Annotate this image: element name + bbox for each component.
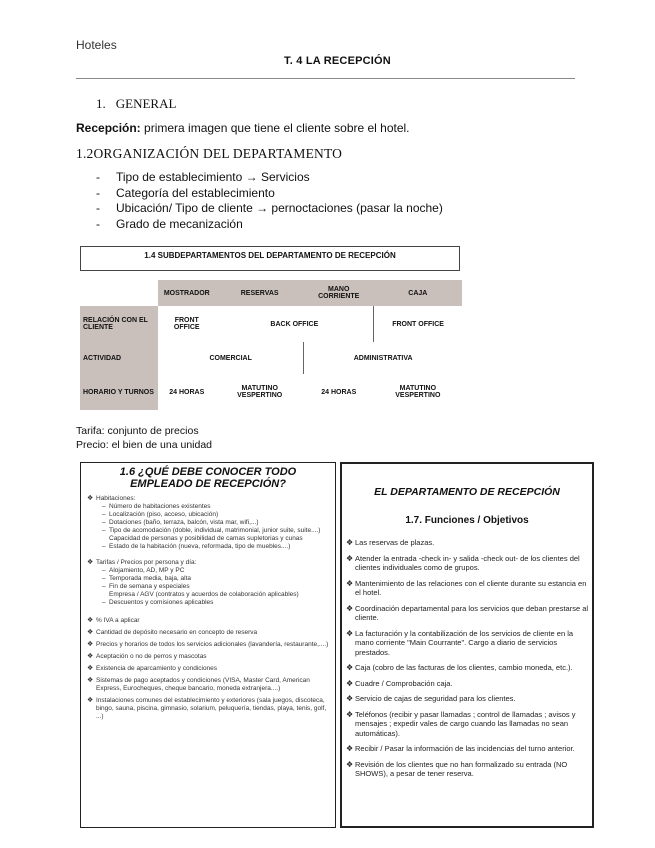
table-row [80, 342, 462, 374]
diamond-bullet-icon: ❖ [87, 617, 94, 624]
list-item: - Categoría del establecimiento [96, 185, 275, 200]
section-organization-heading: 1.2ORGANIZACIÓN DEL DEPARTAMENTO [76, 146, 343, 161]
table-cell: BACK OFFICE [216, 306, 374, 342]
list-item: ❖ La facturación y la contabilización de los servicios de cliente en la mano corriente "Main Courrante". Cargo a diario de servicios prestados. [346, 628, 574, 657]
table-cell: MATUTINO VESPERTINO [237, 385, 283, 399]
definition-term: Recepción: [76, 121, 141, 135]
list-item: ❖ Tarifas / Precios por persona y día: – Alojamiento, AD, MP y PC – Temporada media, baja, alta – Fin de semana y especiales Empresa / AGV (contratos y acuerdos de colaboración aplicables) – Descuentos y comisiones aplicables [87, 559, 331, 607]
diamond-bullet-icon: ❖ [87, 629, 94, 636]
row-label: RELACIÓN CON EL CLIENTE [80, 306, 158, 342]
panel-title: 1.6 ¿QUÉ DEBE CONOCER TODO EMPLEADO DE RECEPCIÓN? [119, 466, 297, 490]
list-item: ❖ Revisión de los clientes que no han formalizado su entrada (NO SHOWS), a pesar de tener reserva. [346, 759, 568, 778]
subdepartments-table [80, 280, 462, 410]
diamond-bullet-icon: ❖ [346, 678, 354, 688]
list-item: - Tipo de establecimiento → Servicios [96, 170, 310, 184]
list-item: ❖ % IVA a aplicar [87, 617, 140, 624]
column-header: RESERVAS [216, 280, 304, 306]
diamond-bullet-icon: ❖ [346, 628, 354, 638]
header-category: Hoteles [76, 38, 117, 52]
column-header: MANO CORRIENTE [304, 280, 374, 306]
price-line: Precio: el bien de una unidad [76, 439, 213, 451]
diamond-bullet-icon: ❖ [346, 538, 354, 547]
knowledge-list [87, 495, 331, 725]
subdepartments-table-title: 1.4 SUBDEPARTAMENTOS DEL DEPARTAMENTO DE RECEPCIÓN [80, 246, 460, 271]
diamond-bullet-icon: ❖ [346, 553, 354, 563]
list-item: ❖ Servicio de cajas de seguridad para los clientes. [346, 694, 516, 703]
functions-list [346, 538, 590, 785]
column-header: CAJA [374, 280, 462, 306]
diamond-bullet-icon: ❖ [346, 578, 354, 588]
diamond-bullet-icon: ❖ [87, 641, 94, 648]
list-item: ❖ Atender la entrada -check in- y salida -check out- de los clientes del clientes individuales como de grupos. [346, 553, 580, 572]
panel-title: EL DEPARTAMENTO DE RECEPCIÓN [374, 486, 560, 498]
page-title: T. 4 LA RECEPCIÓN [284, 55, 391, 67]
tariff-line: Tarifa: conjunto de precios [76, 425, 199, 437]
sub-list: – Alojamiento, AD, MP y PC – Temporada media, baja, alta – Fin de semana y especiales Empresa / AGV (contratos y acuerdos de colaboración aplicables) – Descuentos y comisiones aplicables [102, 567, 299, 606]
organization-bullet-list [96, 170, 443, 232]
list-item: ❖ Recibir / Pasar la información de las incidencias del turno anterior. [346, 744, 575, 753]
reception-functions-panel [340, 462, 594, 828]
list-item: ❖ Precios y horarios de todos los servicios adicionales (lavandería, restaurante,....) [87, 641, 329, 648]
section-number: 1. [96, 96, 106, 111]
row-label: ACTIVIDAD [80, 342, 158, 374]
section-title: GENERAL [115, 96, 177, 111]
diamond-bullet-icon: ❖ [346, 603, 354, 613]
list-item: ❖ Las reservas de plazas. [346, 538, 435, 547]
tariff-definitions [76, 424, 212, 452]
row-label: HORARIO Y TURNOS [80, 374, 158, 410]
table-row [80, 374, 462, 410]
table-cell: COMERCIAL [158, 342, 304, 374]
section-general-heading [96, 96, 176, 112]
diamond-bullet-icon: ❖ [346, 744, 354, 753]
table-cell: MATUTINO VESPERTINO [395, 385, 441, 399]
column-header: MOSTRADOR [158, 280, 216, 306]
diamond-bullet-icon: ❖ [87, 653, 94, 660]
diamond-bullet-icon: ❖ [87, 677, 94, 684]
table-cell: 24 HORAS [169, 388, 205, 396]
list-item: - Grado de mecanización [96, 216, 243, 231]
list-item: ❖ Sistemas de pago aceptados y condiciones (VISA, Master Card, American Express, Eurocheques, cheque bancario, moneda extranjera....) [87, 677, 310, 692]
diamond-bullet-icon: ❖ [346, 759, 354, 769]
list-item: ❖ Coordinación departamental para los servicios que deban prestarse al cliente. [346, 603, 589, 622]
diamond-bullet-icon: ❖ [87, 697, 94, 704]
diamond-bullet-icon: ❖ [346, 709, 354, 719]
diamond-bullet-icon: ❖ [87, 495, 94, 502]
list-item: ❖ Cantidad de depósito necesario en concepto de reserva [87, 629, 258, 636]
list-item: ❖ Caja (cobro de las facturas de los clientes, cambio moneda, etc.). [346, 663, 573, 672]
list-item: ❖ Teléfonos (recibir y pasar llamadas ; control de llamadas ; avisos y mensajes ; expedir vales de cargo cuando las llamadas no sean automáticas). [346, 709, 576, 738]
table-cell: 24 HORAS [321, 388, 357, 396]
table-cell: ADMINISTRATIVA [353, 354, 413, 362]
employee-knowledge-panel [80, 462, 336, 828]
diamond-bullet-icon: ❖ [346, 663, 354, 672]
list-item: ❖ Habitaciones: – Número de habitaciones existentes – Localización (piso, acceso, ubicación) – Dotaciones (baño, terraza, balcón, vista mar, wifi,...) – Tipo de acomodación (doble, individual, matrimonial, junior suite, suite....) Capacidad de personas y posibilidad de camas supletorias y cunas – Estado de la habitación (nueva, reformada, tipo de muebles....) [87, 495, 331, 551]
list-item: ❖ Aceptación o no de perros y mascotas [87, 653, 207, 660]
table-header-row [80, 280, 462, 306]
panel-subtitle: 1.7. Funciones / Objetivos [405, 515, 529, 526]
diamond-bullet-icon: ❖ [87, 665, 94, 672]
table-cell: FRONT OFFICE [392, 320, 444, 328]
list-item: ❖ Instalaciones comunes del establecimiento y exteriores (sala juegos, discoteca, bingo, sauna, piscina, gimnasio, solarium, peluquería, tiendas, playa, tenis, golf, ...) [87, 697, 327, 720]
list-item: ❖ Existencia de aparcamiento y condiciones [87, 665, 218, 672]
definition-text: primera imagen que tiene el cliente sobre el hotel. [144, 121, 410, 135]
sub-list: – Número de habitaciones existentes – Localización (piso, acceso, ubicación) – Dotaciones (baño, terraza, balcón, vista mar, wifi,...) – Tipo de acomodación (doble, individual, matrimonial, junior suite, suite....) Capacidad de personas y posibilidad de camas supletorias y cunas – Estado de la habitación (nueva, reformada, tipo de muebles....) [102, 503, 321, 550]
list-item: ❖ Mantenimiento de las relaciones con el cliente durante su estancia en el hotel. [346, 578, 587, 597]
table-cell: FRONT OFFICE [173, 317, 200, 331]
list-item: ❖ Cuadre / Comprobación caja. [346, 678, 453, 688]
diamond-bullet-icon: ❖ [346, 694, 354, 703]
list-item: - Ubicación/ Tipo de cliente → pernoctaciones (pasar la noche) [96, 201, 443, 215]
reception-definition [76, 121, 410, 135]
diamond-bullet-icon: ❖ [87, 559, 94, 566]
header-divider [76, 78, 575, 79]
table-row [80, 306, 462, 342]
